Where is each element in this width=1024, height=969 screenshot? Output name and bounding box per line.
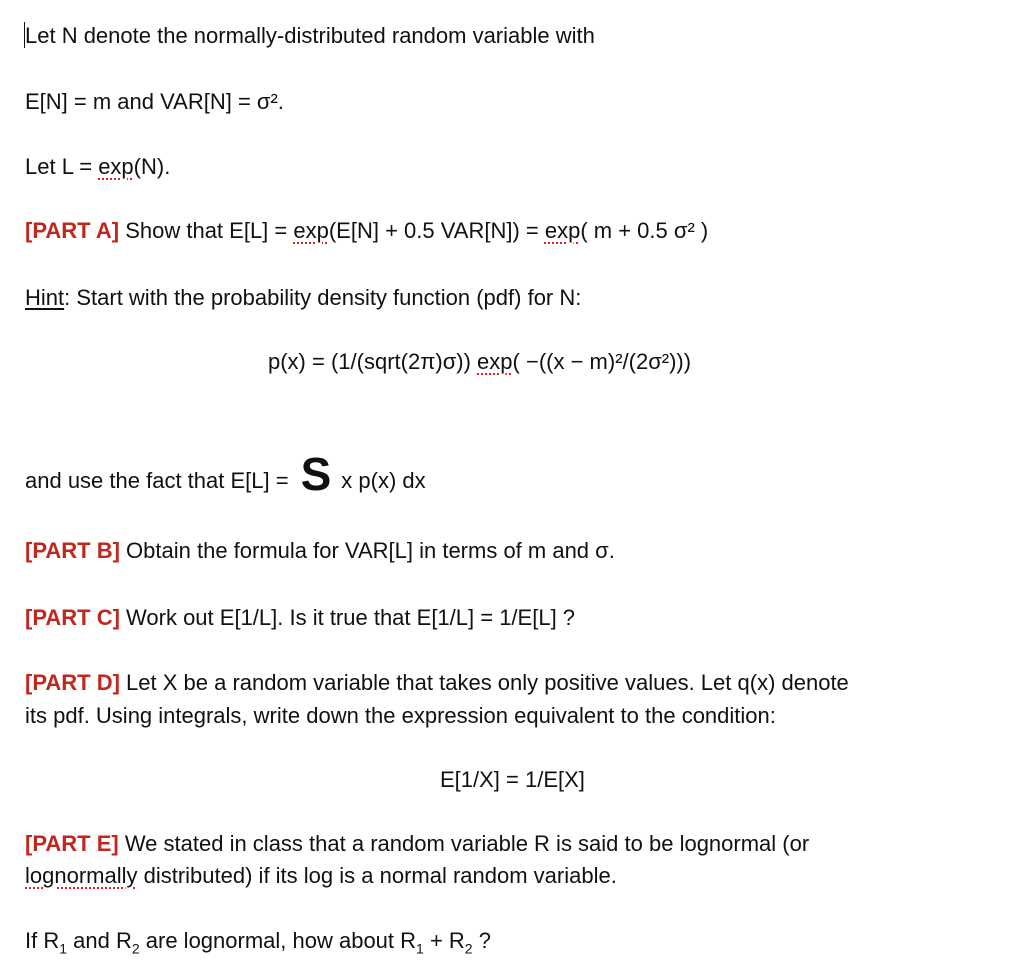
integral-body: x p(x) dx <box>341 468 426 493</box>
part-d-line-2 <box>25 702 776 730</box>
intro-text-1: Let N denote the normally-distributed random variable with <box>25 23 595 48</box>
intro-line-1 <box>25 22 595 50</box>
final-text-e: ? <box>472 928 491 953</box>
part-c-label: [PART C] <box>25 605 120 630</box>
spellcheck-word-exp[interactable]: exp <box>293 218 329 243</box>
subscript-3: 1 <box>416 940 424 957</box>
final-text-d: + R <box>423 928 465 953</box>
spellcheck-word-exp[interactable]: exp <box>98 154 134 179</box>
spellcheck-word-lognormally[interactable]: lognormally <box>25 863 138 888</box>
part-b-line <box>25 537 615 565</box>
subscript-1: 1 <box>59 940 68 957</box>
integral-line <box>25 448 426 500</box>
pdf-suffix: ( −((x − m)²/(2σ²))) <box>512 349 692 374</box>
part-e-line-2 <box>25 862 617 890</box>
spellcheck-word-exp[interactable]: exp <box>477 349 513 374</box>
hint-label: Hint <box>25 285 65 310</box>
integral-sign-icon: S <box>300 448 332 500</box>
part-a-text-3: ( m + 0.5 σ² ) <box>580 218 709 243</box>
condition-formula <box>440 766 585 794</box>
final-text-b: and R <box>67 928 132 953</box>
part-c-text: Work out E[1/L]. Is it true that E[1/L] = 1/E[L] ? <box>119 605 576 630</box>
pdf-prefix: p(x) = (1/(sqrt(2π)σ)) <box>268 349 478 374</box>
part-e-line-1 <box>25 830 809 858</box>
part-d-line-1 <box>25 669 849 697</box>
part-a-text-1: Show that E[L] = <box>119 218 294 243</box>
definition-line <box>25 153 170 181</box>
definition-suffix: (N). <box>133 154 171 179</box>
pdf-formula <box>268 348 691 376</box>
definition-prefix: Let L = <box>25 154 99 179</box>
subscript-4: 2 <box>464 940 473 957</box>
part-a-label: [PART A] <box>25 218 120 243</box>
intro-text-2: E[N] = m and VAR[N] = σ². <box>25 89 284 114</box>
part-e-label: [PART E] <box>25 831 119 856</box>
final-text-c: are lognormal, how about R <box>139 928 417 953</box>
part-a-line <box>25 217 708 245</box>
part-e-text-1: We stated in class that a random variable R is said to be lognormal (or <box>118 831 810 856</box>
part-d-text-2: its pdf. Using integrals, write down the expression equivalent to the condition: <box>25 703 776 728</box>
part-e-text-2: distributed) if its log is a normal random variable. <box>137 863 617 888</box>
hint-text: : Start with the probability density function (pdf) for N: <box>64 285 582 310</box>
part-d-text-1: Let X be a random variable that takes only positive values. Let q(x) denote <box>119 670 849 695</box>
part-b-text: Obtain the formula for VAR[L] in terms of m and σ. <box>119 538 615 563</box>
hint-line <box>25 284 581 312</box>
part-d-label: [PART D] <box>25 670 120 695</box>
subscript-2: 2 <box>131 940 140 957</box>
final-question-line <box>25 927 491 955</box>
spellcheck-word-exp[interactable]: exp <box>544 218 581 243</box>
intro-line-2 <box>25 88 284 116</box>
integral-prefix: and use the fact that E[L] = <box>25 468 289 493</box>
condition-text: E[1/X] = 1/E[X] <box>440 767 585 792</box>
final-text-a: If R <box>25 928 60 953</box>
part-a-text-2: (E[N] + 0.5 VAR[N]) = <box>328 218 545 243</box>
part-b-label: [PART B] <box>25 538 120 563</box>
part-c-line <box>25 604 575 632</box>
